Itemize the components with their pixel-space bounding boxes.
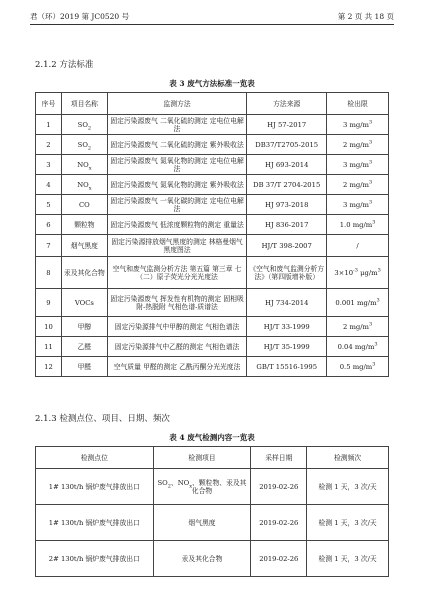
row-number: 4: [36, 175, 62, 195]
method-cell: 固定污染源废气 氮氧化物的测定 紫外吸收法: [107, 175, 246, 195]
method-cell: 固定污染源排放烟气黑度的测定 林格曼烟气黑度图法: [107, 235, 246, 257]
table-row: [36, 175, 389, 195]
date-cell: 2019-02-26: [251, 541, 307, 577]
method-cell: 固定污染源排气中甲醇的测定 气相色谱法: [107, 317, 246, 337]
item-name: 烟气黑度: [61, 235, 107, 257]
row-number: 8: [36, 257, 62, 289]
limit-cell: 0.5 $mg/m^3$: [327, 357, 389, 377]
table-row: [36, 357, 389, 377]
frequency-cell: 检测 1 天，3 次/天: [307, 469, 389, 505]
source-cell: HJ/T 35-1999: [247, 337, 327, 357]
item-name: 甲醇: [61, 317, 107, 337]
table3-caption: 表 3 废气方法标准一览表: [169, 79, 255, 88]
source-cell: 《空气和废气监测分析方法》（第四版增补版）: [247, 257, 327, 289]
frequency-cell: 检测 1 天，3 次/天: [307, 505, 389, 541]
item-name: $SO_2$: [61, 135, 107, 155]
point-cell: 1# 130t/h 锅炉废气排放出口: [36, 469, 154, 505]
item-name: $NO_x$: [61, 175, 107, 195]
table-header-row: [36, 447, 389, 469]
col-header: 检测点位: [36, 447, 154, 469]
table-header-row: [36, 93, 389, 115]
report-number: 君（环）2019 第 JC0520 号: [30, 12, 130, 21]
inspection-content-table: [35, 446, 389, 577]
date-cell: 2019-02-26: [251, 469, 307, 505]
method-cell: 固定污染源废气 氮氧化物的测定 定电位电解法: [107, 155, 246, 175]
item-cell: 烟气黑度: [153, 505, 251, 541]
col-header: 检测项目: [153, 447, 251, 469]
limit-cell: 3 $mg/m^3$: [327, 115, 389, 135]
page-number: 第 2 页 共 18 页: [337, 12, 394, 21]
row-number: 11: [36, 337, 62, 357]
row-number: 6: [36, 215, 62, 235]
limit-cell: 1.0 $mg/m^3$: [327, 215, 389, 235]
source-cell: DB 37/T 2704-2015: [247, 175, 327, 195]
source-cell: HJ 836-2017: [247, 215, 327, 235]
col-header: 方法来源: [247, 93, 327, 115]
row-number: 9: [36, 289, 62, 317]
col-header: 采样日期: [251, 447, 307, 469]
method-cell: 固定污染源废气 二氧化硫的测定 定电位电解法: [107, 115, 246, 135]
source-cell: HJ 973-2018: [247, 195, 327, 215]
row-number: 10: [36, 317, 62, 337]
limit-cell: 0.04 $mg/m^3$: [327, 337, 389, 357]
method-cell: 固定污染源废气 挥发性有机物的测定 固相吸附-热脱附 气相色谱-质谱法: [107, 289, 246, 317]
header-divider: [30, 24, 394, 25]
col-header: 检测频次: [307, 447, 389, 469]
point-cell: 2# 130t/h 锅炉废气排放出口: [36, 541, 154, 577]
section-heading-points: 2.1.3 检测点位、项目、日期、频次: [35, 414, 170, 424]
source-cell: GB/T 15516-1995: [247, 357, 327, 377]
method-cell: 固定污染源废气 二氧化硫的测定 紫外吸收法: [107, 135, 246, 155]
method-cell: 空气质量 甲醛的测定 乙酰丙酮分光光度法: [107, 357, 246, 377]
table-row: [36, 469, 389, 505]
table-row: [36, 317, 389, 337]
source-cell: HJ/T 398-2007: [247, 235, 327, 257]
section-heading-method: 2.1.2 方法标准: [35, 60, 94, 70]
table-row: [36, 195, 389, 215]
col-header: 监测方法: [107, 93, 246, 115]
limit-cell: /: [327, 235, 389, 257]
page-header: [30, 8, 394, 22]
frequency-cell: 检测 1 天，3 次/天: [307, 541, 389, 577]
table-row: [36, 337, 389, 357]
stamp-mark: [406, 300, 418, 360]
table-row: [36, 155, 389, 175]
source-cell: HJ 57-2017: [247, 115, 327, 135]
row-number: 7: [36, 235, 62, 257]
item-cell: $SO_2$、$NO_x$、颗粒物、汞及其化合物: [153, 469, 251, 505]
limit-cell: 3 $mg/m^3$: [327, 195, 389, 215]
limit-cell: 2 $mg/m^3$: [327, 175, 389, 195]
item-name: 颗粒物: [61, 215, 107, 235]
row-number: 2: [36, 135, 62, 155]
table-row: [36, 115, 389, 135]
table4-caption: 表 4 废气检测内容一览表: [169, 433, 255, 442]
limit-cell: $3\times 10^{-3}$ $\mu g/m^3$: [327, 257, 389, 289]
item-name: 甲醛: [61, 357, 107, 377]
point-cell: 1# 130t/h 锅炉废气排放出口: [36, 505, 154, 541]
col-header: 序号: [36, 93, 62, 115]
method-cell: 空气和废气监测分析方法 第五篇 第三章 七（二）原子荧光分光光度法: [107, 257, 246, 289]
row-number: 5: [36, 195, 62, 215]
col-header: 项目名称: [61, 93, 107, 115]
limit-cell: 2 $mg/m^3$: [327, 317, 389, 337]
method-standard-table: [35, 92, 389, 377]
table-row: [36, 289, 389, 317]
table-row: [36, 257, 389, 289]
method-cell: 固定污染源废气 一氧化碳的测定 定电位电解法: [107, 195, 246, 215]
table-row: [36, 505, 389, 541]
limit-cell: 2 $mg/m^3$: [327, 135, 389, 155]
item-name: 乙醛: [61, 337, 107, 357]
row-number: 12: [36, 357, 62, 377]
row-number: 3: [36, 155, 62, 175]
method-cell: 固定污染源废气 低浓度颗粒物的测定 重量法: [107, 215, 246, 235]
item-name: $SO_2$: [61, 115, 107, 135]
item-name: CO: [61, 195, 107, 215]
table-row: [36, 135, 389, 155]
item-name: $NO_x$: [61, 155, 107, 175]
table-row: [36, 215, 389, 235]
limit-cell: 3 $mg/m^3$: [327, 155, 389, 175]
source-cell: HJ 734-2014: [247, 289, 327, 317]
source-cell: HJ/T 33-1999: [247, 317, 327, 337]
table-row: [36, 235, 389, 257]
source-cell: DB37/T2705-2015: [247, 135, 327, 155]
method-cell: 固定污染源排气中乙醛的测定 气相色谱法: [107, 337, 246, 357]
item-name: 汞及其化合物: [61, 257, 107, 289]
item-cell: 汞及其化合物: [153, 541, 251, 577]
limit-cell: 0.001 $mg/m^3$: [327, 289, 389, 317]
source-cell: HJ 693-2014: [247, 155, 327, 175]
row-number: 1: [36, 115, 62, 135]
date-cell: 2019-02-26: [251, 505, 307, 541]
table-row: [36, 541, 389, 577]
col-header: 检出限: [327, 93, 389, 115]
item-name: VOCs: [61, 289, 107, 317]
